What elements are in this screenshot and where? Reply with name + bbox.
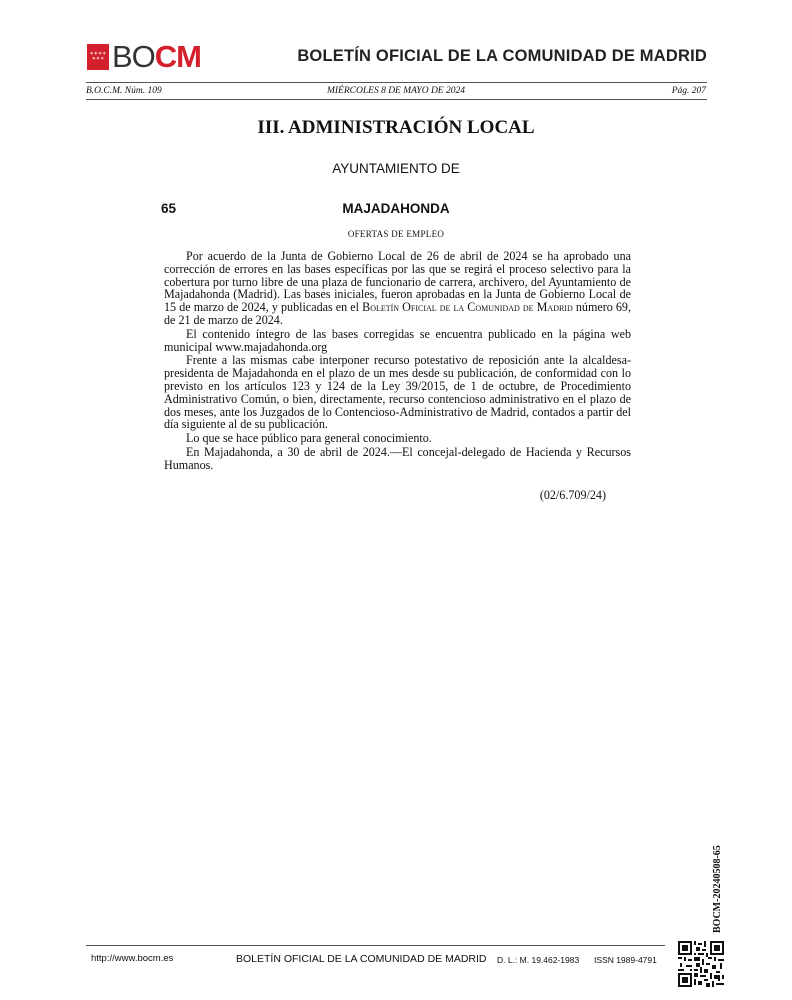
announcement-body bbox=[164, 250, 631, 473]
body-paragraph-3: Frente a las mismas cabe interponer recurso potestativo de reposición ante la alcaldesa-presidenta de Majadahonda en el plazo de un mes desde su publicación, de conformidad con lo previsto en los artículos 123 y 124 de la Ley 39/2015, de 1 de octubre, de Procedimiento Administrativo Común, o bien, directamente, recurso contencioso administrativo en el plazo de dos meses, ante los Juzgados de lo Contencioso-Administrativo de Madrid, contados a partir del día siguiente al de su publicación. bbox=[164, 353, 631, 432]
footer-rule bbox=[86, 945, 665, 946]
announcement-place: MAJADAHONDA bbox=[342, 201, 450, 216]
reference-code: (02/6.709/24) bbox=[539, 488, 606, 502]
issn: ISSN 1989-4791 bbox=[594, 955, 657, 965]
footer-url[interactable]: http://www.bocm.es bbox=[91, 953, 174, 964]
issue-date: MIÉRCOLES 8 DE MAYO DE 2024 bbox=[326, 86, 465, 96]
header-rule-top bbox=[86, 82, 707, 83]
organization-heading: AYUNTAMIENTO DE bbox=[332, 161, 460, 176]
section-title: III. ADMINISTRACIÓN LOCAL bbox=[257, 117, 535, 138]
bocm-reference: Boletín Oficial de la Comunidad de Madrid bbox=[362, 300, 573, 315]
bocm-logo bbox=[87, 39, 202, 74]
announcement-subject: OFERTAS DE EMPLEO bbox=[347, 229, 445, 239]
header-title: BOLETÍN OFICIAL DE LA COMUNIDAD DE MADRID bbox=[297, 47, 707, 65]
logo-cm: CM bbox=[154, 39, 202, 74]
issue-number: B.O.C.M. Núm. 109 bbox=[86, 86, 162, 96]
logo-bo: BO bbox=[112, 39, 155, 74]
legal-deposit: D. L.: M. 19.462-1983 bbox=[497, 955, 580, 965]
logo-wordmark bbox=[112, 39, 202, 74]
announcement-number: 65 bbox=[161, 201, 177, 216]
header-rule-bottom bbox=[86, 99, 707, 100]
body-paragraph-1: Por acuerdo de la Junta de Gobierno Local de 26 de abril de 2024 se ha aprobado una corrección de errores en las bases específicas por las que se regirá el proceso selectivo para la cobertura por turno libre de una plaza de funcionario de carrera, archivero, del Ayuntamiento de Majadahonda (Madrid). Las bases iniciales, fueron aprobadas en la Junta de Gobierno Local de 15 de marzo de 2024, y publicadas en el Boletín Oficial de la Comunidad de Madrid número 69, de 21 de marzo de 2024. bbox=[164, 249, 632, 327]
madrid-flag-icon: ✶✶✶✶ ✶✶✶ bbox=[87, 44, 109, 70]
page-number: Pág. 207 bbox=[671, 86, 706, 96]
document-id: BOCM-20240508-65 bbox=[712, 845, 723, 933]
body-paragraph-4: Lo que se hace público para general conocimiento. bbox=[186, 431, 432, 446]
body-paragraph-2: El contenido íntegro de las bases corregidas se encuentra publicado en la página web municipal www.majadahonda.org bbox=[164, 326, 631, 354]
footer-title: BOLETÍN OFICIAL DE LA COMUNIDAD DE MADRID bbox=[236, 953, 487, 965]
body-paragraph-5: En Majadahonda, a 30 de abril de 2024.—El concejal-delegado de Hacienda y Recursos Humanos. bbox=[164, 444, 631, 472]
qr-code-icon bbox=[678, 941, 724, 987]
